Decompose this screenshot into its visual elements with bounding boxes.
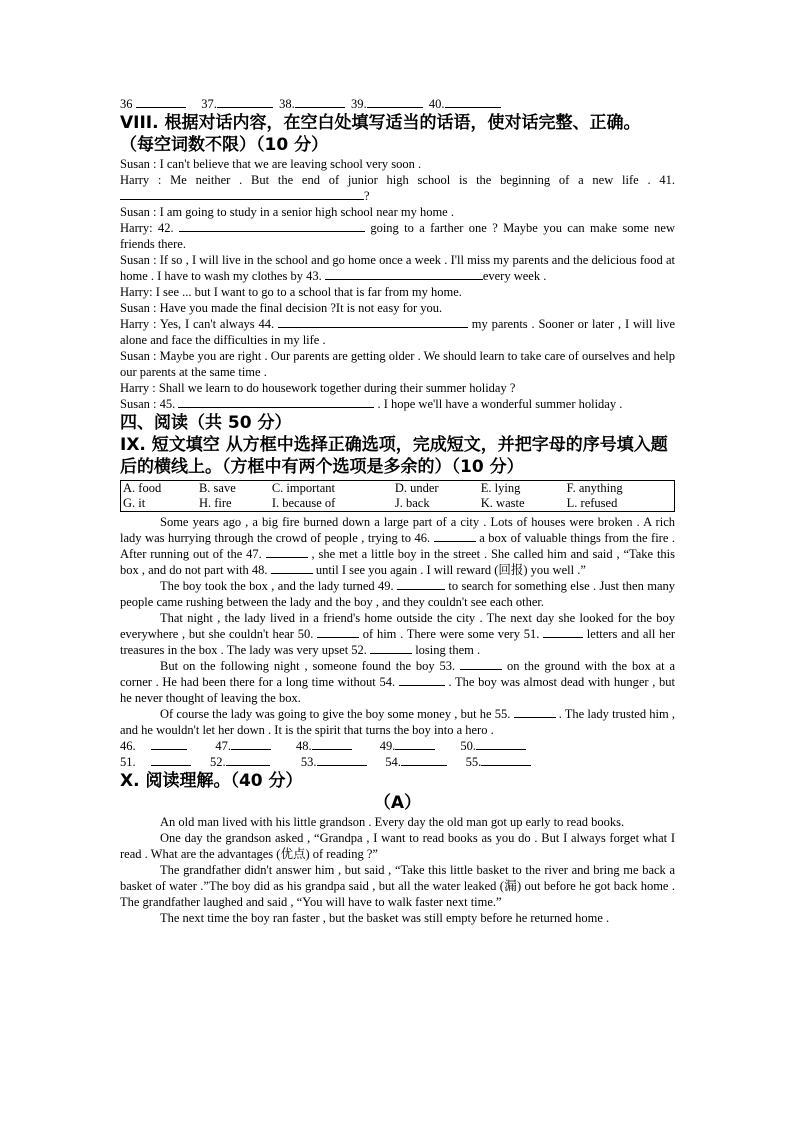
passage-paragraph: But on the following night , someone found the boy 53. on the ground with the box at a corner . He had been there for a long time without 54. . The boy was almost dead with hunger , but he never thought of leaving the box. — [120, 659, 676, 705]
option: E. lying — [480, 481, 521, 495]
answer-blank[interactable] — [231, 738, 271, 750]
answer-blank-42[interactable] — [179, 220, 365, 232]
option: J. back — [394, 496, 430, 510]
answer-label: 48. — [296, 739, 312, 753]
answer-label: 37. — [201, 97, 217, 111]
dialogue-line: Susan : 45. . I hope we'll have a wonderful summer holiday . — [120, 397, 623, 411]
answer-label: 51. — [120, 755, 136, 769]
answer-blank-55[interactable] — [514, 706, 556, 718]
answer-label: 47. — [215, 739, 231, 753]
answer-blank-54[interactable] — [399, 674, 445, 686]
answer-row-46-50 — [120, 738, 675, 754]
dialogue-line: Harry: 42. going to a farther one ? Maybe you can make some new friends there. — [120, 221, 676, 251]
answer-blank[interactable] — [367, 96, 423, 108]
dialogue-line: Harry: I see ... but I want to go to a school that is far from my home. — [120, 285, 462, 299]
options-row — [121, 481, 675, 497]
passage-paragraph: The grandfather didn't answer him , but said , “Take this little basket to the river and bring me back a basket of water .”The boy did as his grandpa said , but all the water leaked (漏) out before he got back home . The grandfather laughed and said , “You will have to walk faster next time.” — [120, 863, 675, 909]
answer-blank[interactable] — [151, 754, 191, 766]
option: A. food — [123, 481, 162, 495]
answer-label: 54. — [385, 755, 401, 769]
section-8-title: VIII. 根据对话内容，在空白处填写适当的话语，使对话完整、正确。 — [120, 113, 641, 133]
exam-page — [120, 96, 675, 926]
dialogue-line: Susan : Maybe you are right . Our parents are getting older . We should learn to take care of ourselves and help our parents at the same time . — [120, 349, 675, 379]
answer-blank[interactable] — [136, 96, 186, 108]
section-9-title: IX. 短文填空 从方框中选择正确选项，完成短文，并把字母的序号填入题后的横线上。（方框中有两个选项是多余的）（10 分） — [120, 435, 668, 477]
answer-blank[interactable] — [217, 96, 273, 108]
option: C. important — [271, 481, 336, 495]
answer-label: 53. — [300, 755, 317, 769]
dialogue-line: Harry : Yes, I can't always 44. my parents . Sooner or later , I will live alone and face the difficulties in my life . — [120, 317, 676, 347]
options-box — [120, 480, 675, 512]
answer-row-36-40 — [120, 96, 675, 112]
answer-label: 52. — [210, 755, 226, 769]
answer-blank[interactable] — [445, 96, 501, 108]
answer-blank[interactable] — [312, 738, 352, 750]
option: D. under — [394, 481, 439, 495]
answer-blank[interactable] — [295, 96, 345, 108]
answer-blank-43[interactable] — [325, 268, 483, 280]
answer-blank-52[interactable] — [370, 642, 412, 654]
answer-blank-49[interactable] — [397, 578, 445, 590]
passage-paragraph: The next time the boy ran faster , but the basket was still empty before he returned home . — [160, 911, 610, 925]
answer-blank-48[interactable] — [271, 562, 313, 574]
passage-a-label: （A） — [373, 793, 422, 813]
answer-label: 36 — [120, 97, 133, 111]
answer-blank-45[interactable] — [178, 396, 374, 408]
option: I. because of — [271, 496, 336, 510]
passage-paragraph: One day the grandson asked , “Grandpa , I want to read books as you do . But I always forget what I read . What are the advantages (优点) of reading ?” — [120, 831, 675, 861]
dialogue-line: Harry : Shall we learn to do housework together during their summer holiday ? — [120, 381, 516, 395]
answer-blank[interactable] — [151, 738, 187, 750]
answer-blank[interactable] — [481, 754, 531, 766]
passage-paragraph: Of course the lady was going to give the boy some money , but he 55. . The lady trusted him , and he wouldn't let her down . It is the spirit that turns the boy into a hero . — [120, 707, 676, 737]
answer-blank[interactable] — [226, 754, 270, 766]
answer-label: 46. — [120, 739, 136, 753]
option: K. waste — [480, 496, 525, 510]
answer-blank-46[interactable] — [434, 530, 476, 542]
dialogue-line: Susan : I can't believe that we are leaving school very soon . — [120, 157, 422, 171]
answer-label: 49. — [379, 739, 396, 753]
answer-blank-50[interactable] — [317, 626, 359, 638]
option: B. save — [198, 481, 236, 495]
answer-blank-41[interactable] — [120, 188, 364, 200]
answer-label: 40. — [428, 97, 445, 111]
dialogue-line: Harry : Me neither . But the end of junior high school is the beginning of a new life . 41. ? — [120, 173, 675, 203]
section-10-title: X. 阅读理解。（40 分） — [120, 771, 303, 791]
answer-blank-53[interactable] — [460, 658, 502, 670]
answer-label: 55. — [465, 755, 482, 769]
answer-blank-47[interactable] — [266, 546, 308, 558]
answer-blank-51[interactable] — [543, 626, 583, 638]
answer-blank[interactable] — [395, 738, 435, 750]
answer-label: 38. — [279, 97, 295, 111]
answer-blank[interactable] — [476, 738, 526, 750]
passage-paragraph: An old man lived with his little grandson . Every day the old man got up early to read books. — [160, 815, 625, 829]
dialogue-line: Susan : I am going to study in a senior high school near my home . — [120, 205, 454, 219]
answer-label: 39. — [351, 97, 367, 111]
part-4-title: 四、阅读（共 50 分） — [120, 413, 292, 433]
answer-blank-44[interactable] — [278, 316, 468, 328]
passage-paragraph: Some years ago , a big fire burned down a large part of a city . Lots of houses were broken . A rich lady was hurrying through the crowd of people , trying to 46. a box of valuable things from the fire . After running out of the 47. , she met a little boy in the street . She called him and said , “Take this box , and do not part with 48. until I see you again . I will reward (回报) you well .” — [120, 515, 676, 577]
option: L. refused — [566, 496, 618, 510]
passage-paragraph: The boy took the box , and the lady turned 49. to search for something else . Just then many people came rushing between the lady and the boy , and they couldn't see each other. — [120, 579, 676, 609]
answer-blank[interactable] — [317, 754, 367, 766]
answer-label: 50. — [460, 739, 476, 753]
dialogue-line: Susan : If so , I will live in the school and go home once a week . I'll miss my parents and the delicious food at home . I have to wash my clothes by 43. every week . — [120, 253, 675, 283]
option: H. fire — [198, 496, 232, 510]
passage-paragraph: That night , the lady lived in a friend's home outside the city . The next day she looked for the boy everywhere , but she couldn't hear 50. of him . There were some very 51. letters and all her treasures in the box . The lady was very upset 52. losing them . — [120, 611, 676, 657]
option: F. anything — [566, 481, 623, 495]
dialogue-line: Susan : Have you made the final decision ?It is not easy for you. — [120, 301, 443, 315]
options-row — [121, 496, 675, 512]
answer-blank[interactable] — [401, 754, 447, 766]
section-8-subtitle: （每空词数不限）（10 分） — [120, 135, 329, 155]
answer-row-51-55 — [120, 754, 675, 770]
option: G. it — [123, 496, 146, 510]
